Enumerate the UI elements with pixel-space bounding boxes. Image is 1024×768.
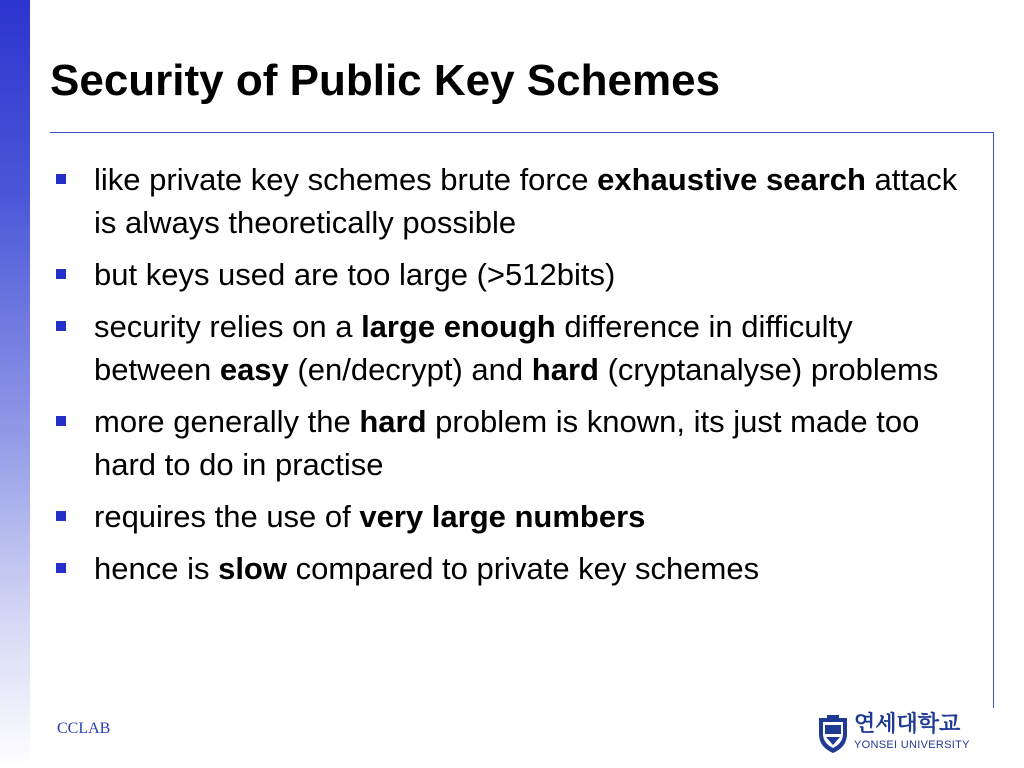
bullet-item: [56, 547, 976, 590]
bullet-item: [56, 305, 976, 391]
square-bullet-icon: [56, 563, 66, 573]
square-bullet-icon: [56, 269, 66, 279]
title-divider: [50, 132, 994, 133]
bullet-item: [56, 400, 976, 486]
bullet-text: problem is known, its just made too hard to do in practise: [94, 404, 920, 482]
bullet-text: requires the use of: [94, 499, 360, 534]
bullet-item: [56, 158, 976, 244]
bullet-emphasis: hard: [531, 352, 599, 387]
bullet-emphasis: hard: [359, 404, 427, 439]
bullet-text: hence is: [94, 551, 219, 586]
square-bullet-icon: [56, 321, 66, 331]
bullet-text: but keys used are too large (>512bits): [94, 257, 616, 292]
bullet-text: (en/decrypt) and: [288, 352, 532, 387]
shield-emblem-icon: [816, 714, 850, 754]
bullet-text: attack is always theoretically possible: [94, 162, 958, 240]
university-logo: [816, 712, 986, 756]
left-gradient-band: [0, 0, 30, 768]
square-bullet-icon: [56, 174, 66, 184]
slide-title: Security of Public Key Schemes: [50, 56, 721, 105]
bullet-emphasis: large enough: [361, 309, 556, 344]
bullet-item: [56, 253, 976, 296]
bullet-text: more generally the: [94, 404, 360, 439]
logo-english-name: YONSEI UNIVERSITY: [854, 739, 970, 751]
bullet-list: [56, 158, 976, 599]
square-bullet-icon: [56, 416, 66, 426]
bullet-text: like private key schemes brute force: [94, 162, 598, 197]
bullet-emphasis: easy: [219, 352, 289, 387]
footer-lab-name: CCLAB: [57, 720, 111, 737]
bullet-emphasis: exhaustive search: [597, 162, 866, 197]
bullet-text: security relies on a: [94, 309, 362, 344]
content-frame-right-rule: [993, 132, 994, 708]
logo-korean-name: 연세대학교: [854, 712, 961, 737]
bullet-text: compared to private key schemes: [286, 551, 760, 586]
bullet-emphasis: very large numbers: [359, 499, 646, 534]
bullet-text: difference in difficulty between: [94, 309, 853, 387]
bullet-text: (cryptanalyse) problems: [598, 352, 939, 387]
bullet-item: [56, 495, 976, 538]
bullet-emphasis: slow: [218, 551, 287, 586]
square-bullet-icon: [56, 511, 66, 521]
